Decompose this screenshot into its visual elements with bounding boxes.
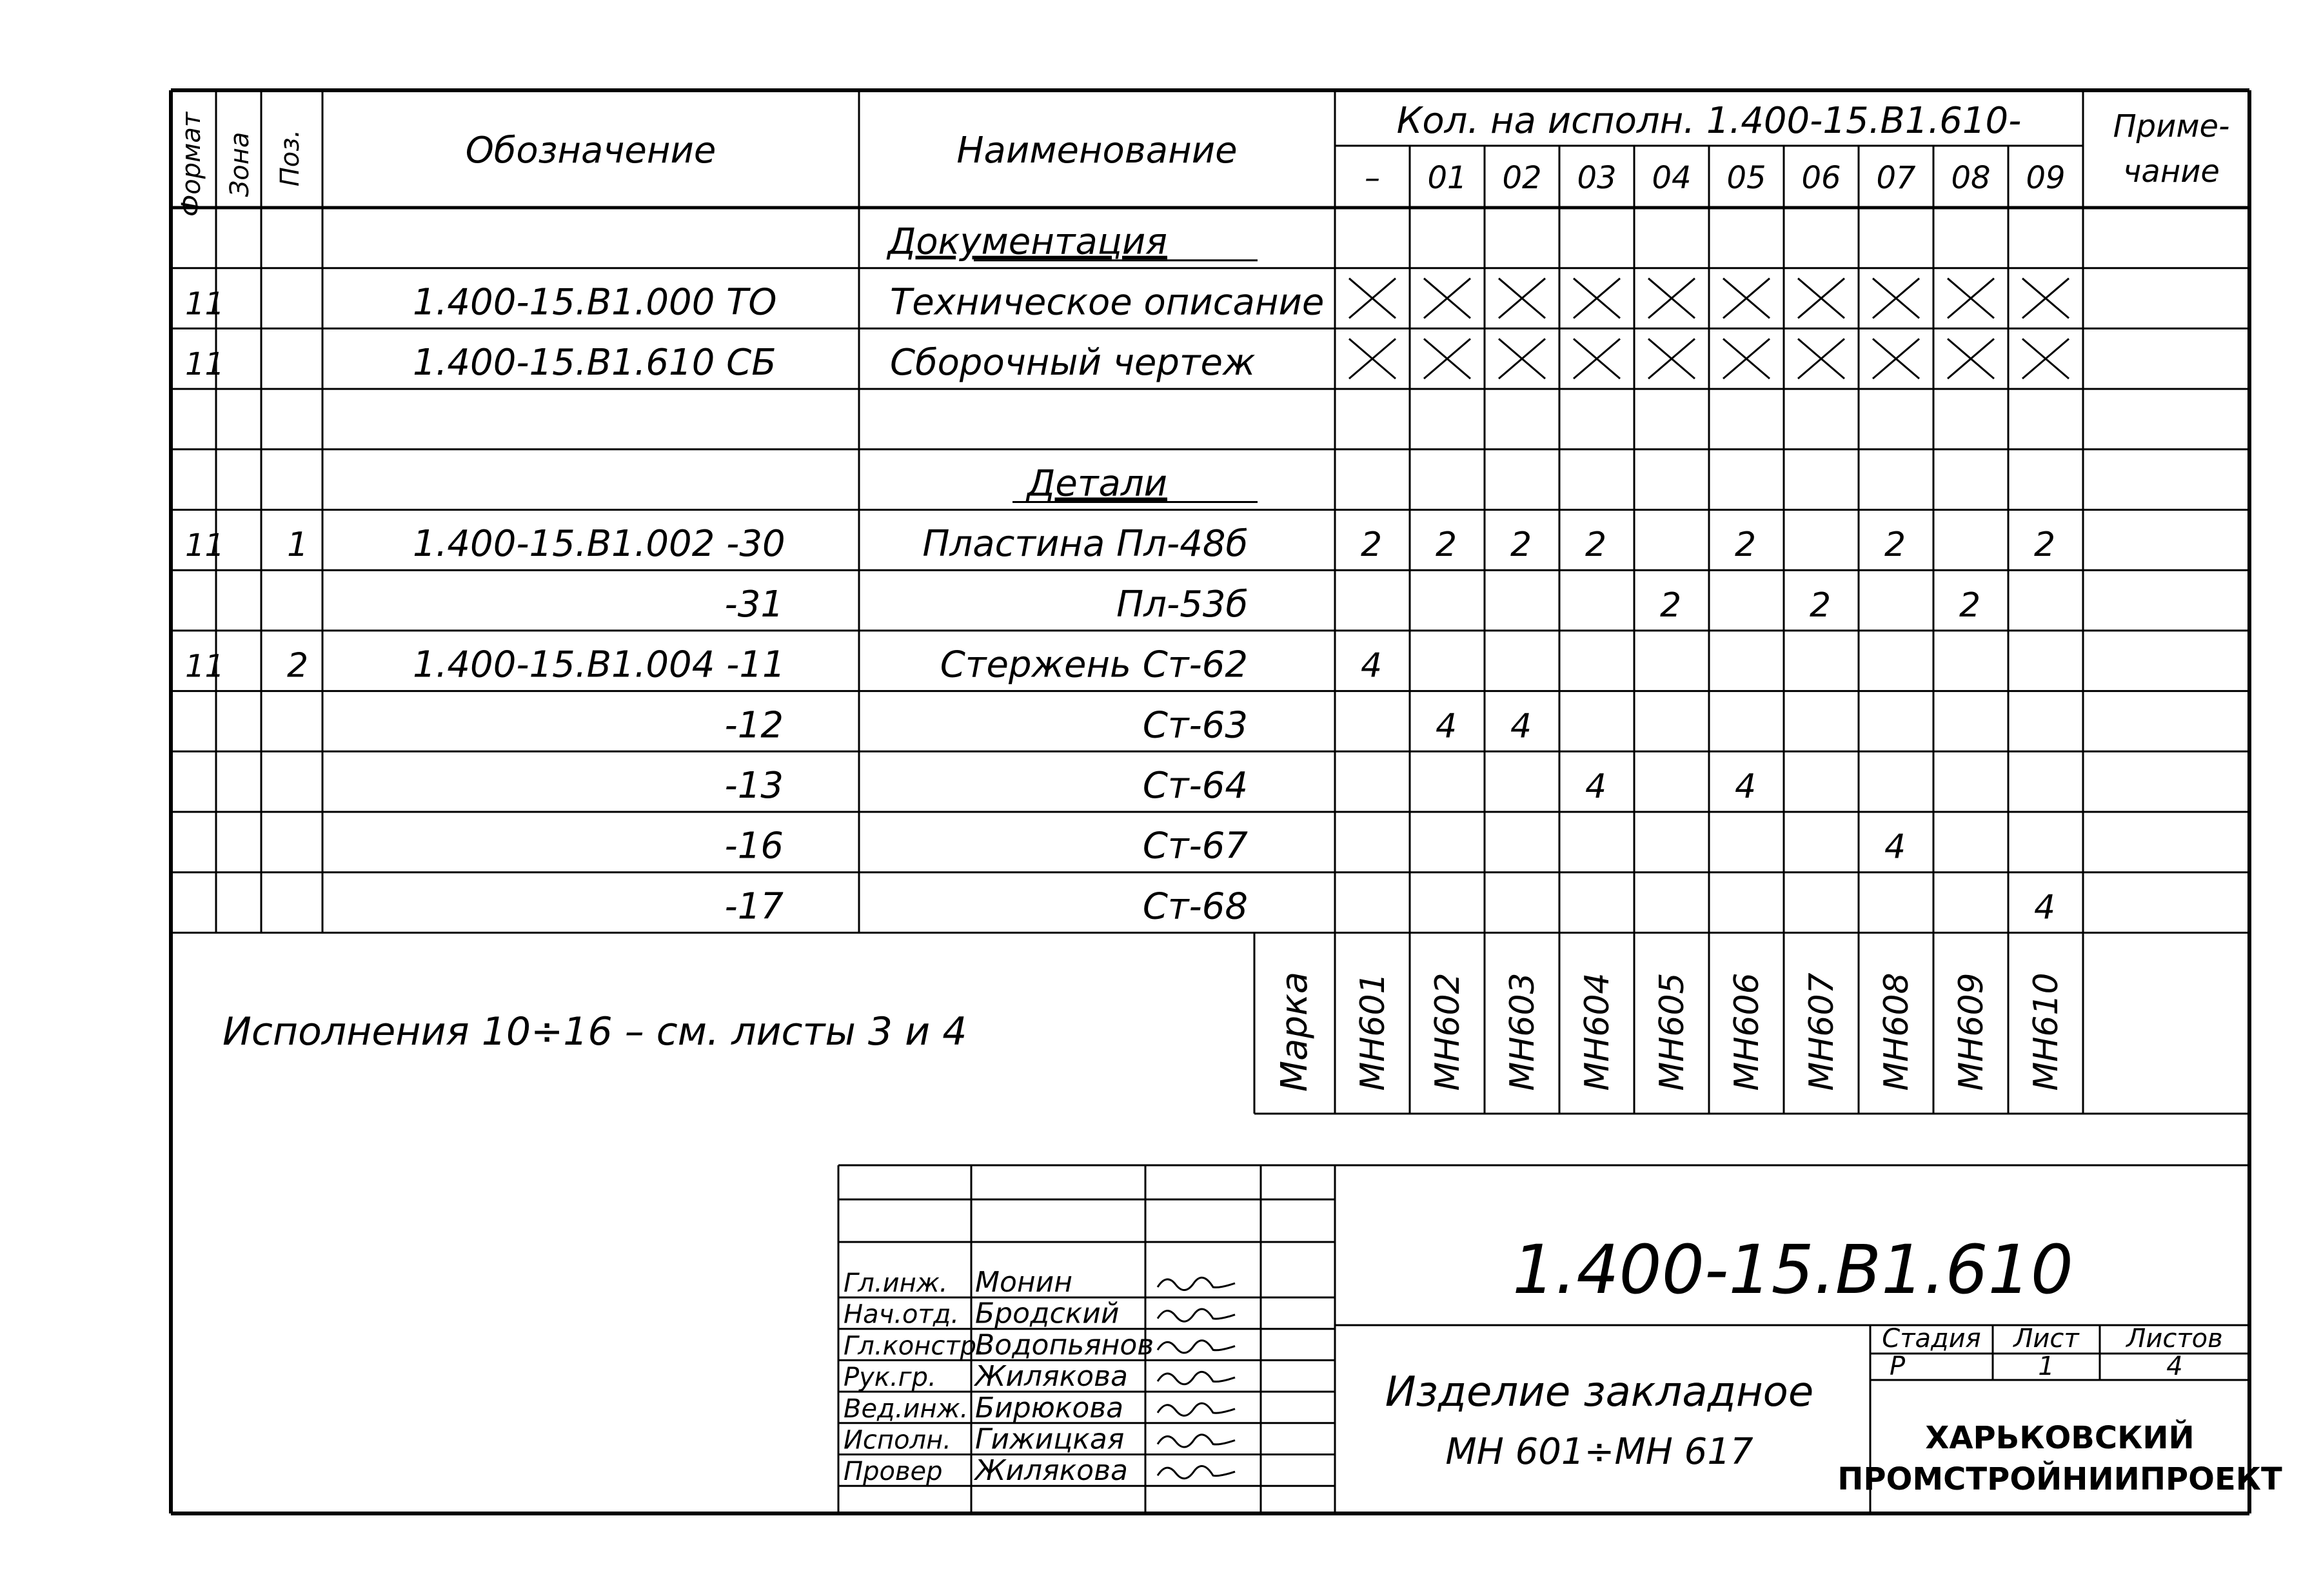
cell-name: Ст-68 [1142, 885, 1248, 928]
header-variant: 02 [1502, 160, 1542, 196]
qty-value: 4 [1361, 646, 1383, 685]
header-note: чание [2123, 153, 2220, 190]
x-mark [1873, 279, 1919, 319]
qty-value: 2 [1361, 526, 1383, 565]
header-variant: 04 [1652, 160, 1692, 196]
qty-value: 2 [1510, 526, 1532, 565]
cell-designation: 1.400-15.В1.610 СБ [413, 342, 776, 384]
cell-format: 11 [185, 286, 225, 322]
cell-name: Пл-53б [1116, 583, 1248, 626]
header-variant: – [1365, 160, 1380, 196]
section-heading: Детали [1027, 462, 1167, 505]
signer-role: Вед.инж. [844, 1394, 969, 1424]
sheets-value: 4 [2166, 1352, 2183, 1381]
signature-mark [1158, 1309, 1235, 1321]
organization-name: ПРОМСТРОЙНИИПРОЕКТ [1837, 1461, 2282, 1497]
sheets-label: Листов [2126, 1324, 2223, 1354]
x-mark [1798, 339, 1844, 379]
cell-name: Стержень Ст-62 [940, 644, 1248, 686]
header-variant: 06 [1801, 160, 1841, 196]
cell-designation: -16 [724, 825, 784, 867]
table-text [177, 100, 2282, 1497]
x-mark [1574, 279, 1620, 319]
signer-name: Гижицкая [975, 1423, 1125, 1456]
x-mark [1798, 279, 1844, 319]
cell-name: Ст-64 [1142, 765, 1248, 807]
qty-value: 2 [1436, 526, 1457, 565]
mark-label: МН608 [1877, 972, 1916, 1091]
x-mark [2022, 279, 2069, 319]
mark-label: МН602 [1428, 972, 1467, 1091]
cell-designation: -13 [724, 765, 784, 807]
header-variant: 03 [1577, 160, 1617, 196]
x-mark [1349, 339, 1396, 379]
signature-mark [1158, 1435, 1235, 1447]
cell-designation: 1.400-15.В1.000 ТО [413, 281, 777, 324]
mark-label: МН601 [1354, 972, 1392, 1091]
header-variant: 09 [2026, 160, 2066, 196]
header-qty-title: Кол. на исполн. 1.400-15.В1.610- [1396, 100, 2022, 142]
qty-value: 2 [1585, 526, 1607, 565]
qty-value: 2 [1660, 586, 1682, 625]
organization-name: ХАРЬКОВСКИЙ [1925, 1420, 2195, 1456]
signature-mark [1158, 1372, 1235, 1384]
x-mark [1349, 279, 1396, 319]
header-variant: 01 [1427, 160, 1467, 196]
header-name: Наименование [956, 130, 1238, 172]
document-number: 1.400-15.В1.610 [1512, 1230, 2073, 1309]
qty-value: 2 [1959, 586, 1981, 625]
qty-value: 2 [1810, 586, 1832, 625]
cell-pos: 2 [287, 646, 309, 685]
cell-designation: -17 [724, 885, 784, 928]
signer-name: Бродский [975, 1297, 1120, 1330]
signer-role: Исполн. [844, 1425, 951, 1455]
cell-name: Техническое описание [890, 281, 1325, 324]
cell-format: 11 [185, 648, 225, 685]
header-variant: 08 [1951, 160, 1991, 196]
x-mark [1873, 339, 1919, 379]
stage-label: Стадия [1882, 1324, 1981, 1354]
x-mark [1948, 339, 1994, 379]
signer-role: Нач.отд. [844, 1299, 960, 1330]
signer-role: Гл.инж. [844, 1268, 948, 1298]
section-heading: Документация [887, 221, 1167, 263]
x-mark [1424, 279, 1470, 319]
signer-name: Бирюкова [975, 1391, 1124, 1424]
stage-value: Р [1890, 1352, 1906, 1381]
x-mark [1499, 279, 1545, 319]
x-mark [1648, 339, 1695, 379]
cell-designation: 1.400-15.В1.002 -30 [413, 523, 785, 566]
marka-label: Марка [1274, 971, 1316, 1092]
cell-designation: -12 [724, 704, 784, 747]
signer-name: Монин [975, 1266, 1073, 1299]
signature-mark [1158, 1341, 1235, 1353]
x-mark [1648, 279, 1695, 319]
mark-label: МН603 [1503, 972, 1542, 1091]
x-mark [1723, 279, 1770, 319]
x-mark [1948, 279, 1994, 319]
header-note: Приме- [2113, 108, 2230, 144]
signature-mark [1158, 1277, 1235, 1290]
qty-value: 4 [2034, 888, 2056, 927]
qty-value: 4 [1510, 707, 1532, 746]
qty-value: 2 [2034, 526, 2056, 565]
signer-name: Водопьянов [975, 1328, 1154, 1362]
executions-note: Исполнения 10÷16 – см. листы 3 и 4 [222, 1009, 967, 1054]
header-designation: Обозначение [465, 130, 716, 172]
qty-value: 4 [1884, 827, 1906, 867]
qty-value: 4 [1585, 767, 1607, 806]
signer-role: Рук.гр. [844, 1363, 936, 1393]
sheet-label: Лист [2013, 1324, 2079, 1354]
mark-label: МН607 [1802, 972, 1841, 1091]
cell-name: Ст-63 [1142, 704, 1248, 747]
mark-label: МН606 [1728, 972, 1766, 1091]
mark-label: МН610 [2027, 972, 2066, 1091]
header-zone: Зона [225, 132, 255, 197]
x-mark [1499, 339, 1545, 379]
qty-value: 2 [1884, 526, 1906, 565]
x-mark [1424, 339, 1470, 379]
signer-name: Жилякова [975, 1454, 1128, 1488]
cell-name: Сборочный чертеж [890, 342, 1256, 384]
cell-format: 11 [185, 346, 225, 383]
item-subtitle: МН 601÷МН 617 [1445, 1431, 1753, 1473]
header-variant: 07 [1876, 160, 1916, 196]
signer-name: Жилякова [975, 1360, 1128, 1394]
signature-mark [1158, 1403, 1235, 1415]
cell-designation: -31 [724, 583, 784, 626]
cell-name: Пластина Пл-48б [922, 523, 1248, 566]
x-mark [1723, 339, 1770, 379]
qty-value: 2 [1735, 526, 1757, 565]
qty-value: 4 [1735, 767, 1757, 806]
header-pos: Поз. [275, 129, 305, 187]
mark-label: МН609 [1952, 972, 1991, 1091]
cell-format: 11 [185, 527, 225, 564]
header-variant: 05 [1726, 160, 1766, 196]
header-format: Формат [177, 112, 206, 217]
sheet-value: 1 [2038, 1352, 2055, 1381]
item-title: Изделие закладное [1385, 1368, 1814, 1416]
mark-label: МН604 [1578, 972, 1617, 1091]
mark-label: МН605 [1653, 972, 1692, 1091]
x-mark [2022, 339, 2069, 379]
cell-pos: 1 [287, 526, 309, 565]
cell-name: Ст-67 [1142, 825, 1248, 867]
cell-designation: 1.400-15.В1.004 -11 [413, 644, 785, 686]
qty-value: 4 [1436, 707, 1457, 746]
signer-role: Провер [844, 1457, 943, 1487]
x-mark [1574, 339, 1620, 379]
signature-mark [1158, 1466, 1235, 1479]
signer-role: Гл.констр. [844, 1331, 985, 1361]
